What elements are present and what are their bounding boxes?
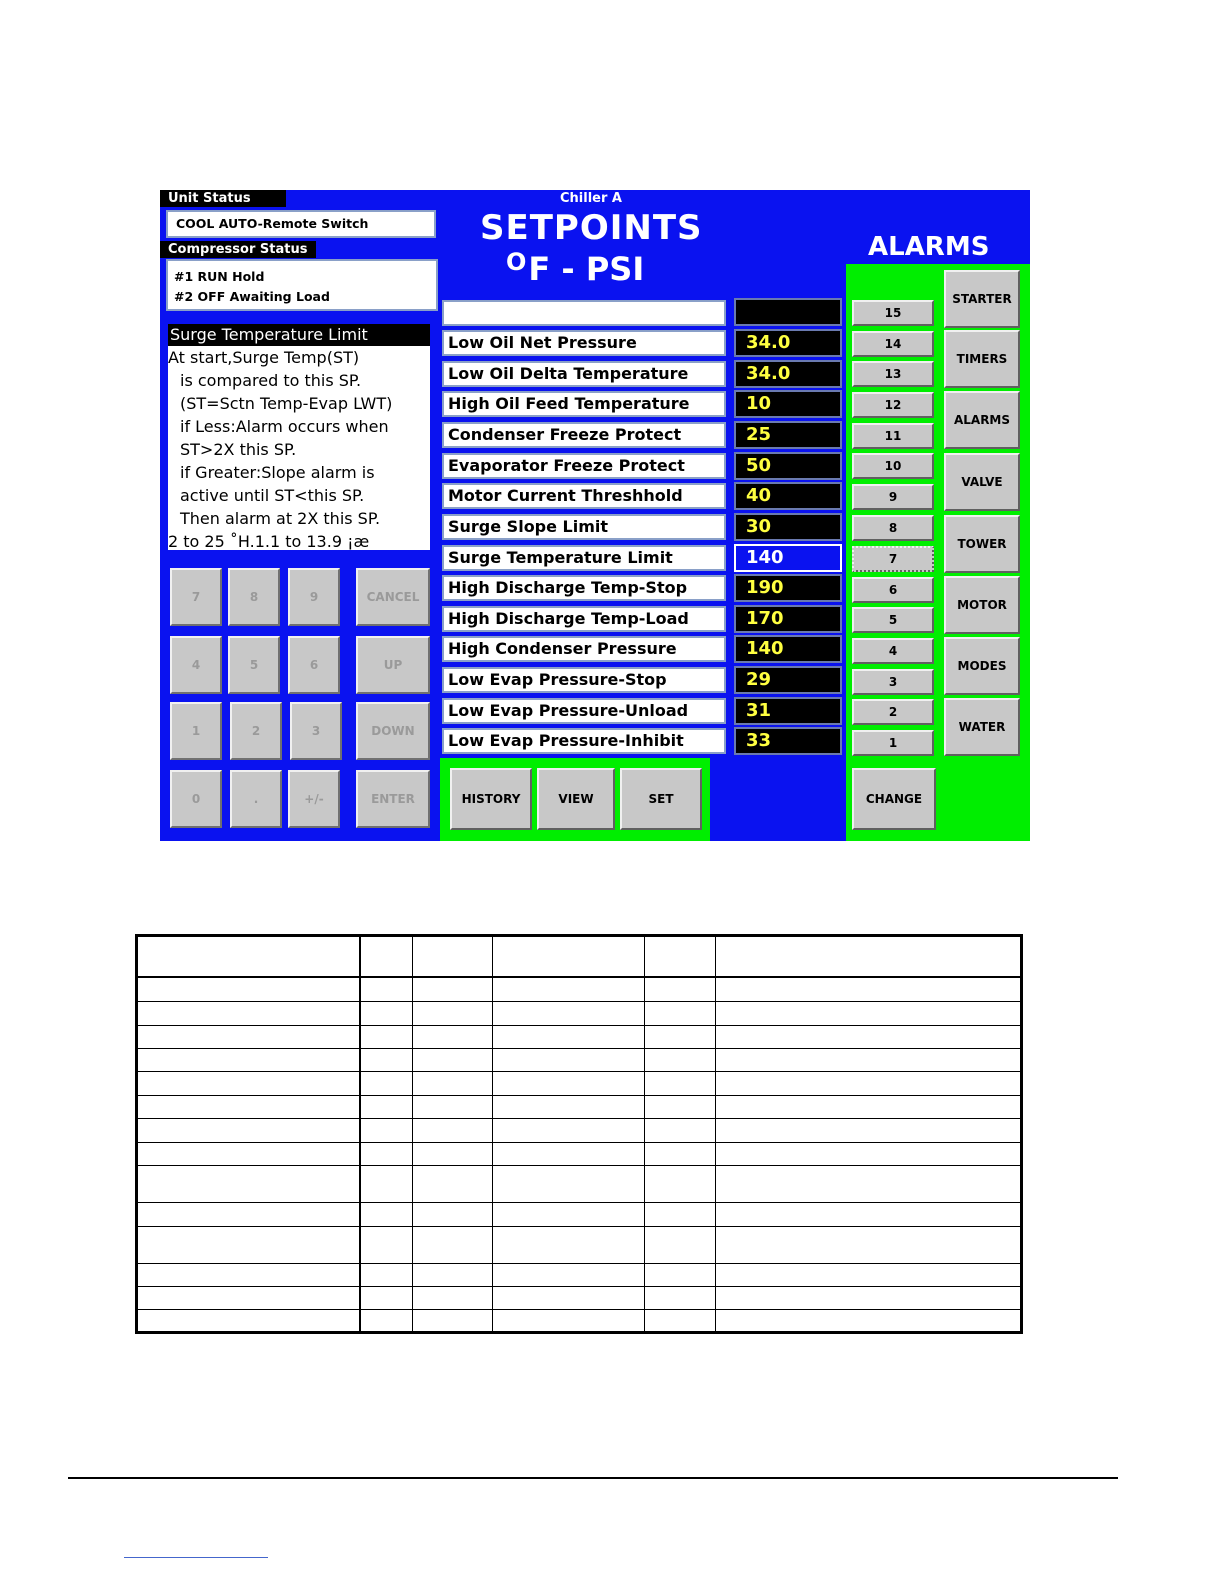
chiller-controller-screen [160,190,1030,841]
setpoint-label: Low Oil Net Pressure [442,330,726,356]
table-row-divider [138,1263,1020,1264]
setpoint-number-5[interactable]: 5 [852,607,934,633]
table-row-divider [138,1142,1020,1143]
table-column-divider [359,937,361,1331]
table-row-divider [138,1025,1020,1026]
table-column-divider [412,937,413,1331]
set-button[interactable]: SET [620,768,702,830]
setpoint-number-13[interactable]: 13 [852,361,934,387]
setpoint-value[interactable]: 30 [734,513,842,541]
help-line: is compared to this SP. [180,371,362,390]
key-4[interactable]: 4 [170,636,222,694]
setpoint-label: Evaporator Freeze Protect [442,453,726,479]
table-row-divider [138,1309,1020,1310]
key-1[interactable]: 1 [170,702,222,760]
compressor-status-header: Compressor Status [160,241,316,258]
change-button[interactable]: CHANGE [852,768,936,830]
setpoint-label: Surge Slope Limit [442,514,726,540]
key-8[interactable]: 8 [228,568,280,626]
unit-symbol: O [506,248,527,276]
setpoint-label: High Discharge Temp-Stop [442,575,726,601]
setpoint-label: High Discharge Temp-Load [442,606,726,632]
setpoint-blank-value [734,298,842,326]
table-header-divider [138,976,1020,978]
setpoint-number-7-selected[interactable]: 7 [852,546,934,572]
setpoint-value[interactable]: 170 [734,605,842,633]
table-row-divider [138,1202,1020,1203]
setpoint-number-6[interactable]: 6 [852,577,934,603]
setpoint-label: Low Evap Pressure-Inhibit [442,728,726,754]
setpoint-value[interactable]: 29 [734,666,842,694]
history-button[interactable]: HISTORY [450,768,532,830]
setpoint-label: Motor Current Threshhold [442,483,726,509]
setpoint-value[interactable]: 33 [734,727,842,755]
units-text: F - PSI [528,250,645,288]
setpoint-value[interactable]: 40 [734,482,842,510]
table-row-divider [138,1118,1020,1119]
setpoint-number-2[interactable]: 2 [852,699,934,725]
motor-button[interactable]: MOTOR [944,576,1020,634]
tower-button[interactable]: TOWER [944,515,1020,573]
alarms-button[interactable]: ALARMS [944,391,1020,449]
setpoint-value[interactable]: 190 [734,574,842,602]
help-line: Then alarm at 2X this SP. [180,509,381,528]
setpoint-number-10[interactable]: 10 [852,453,934,479]
setpoint-value[interactable]: 31 [734,697,842,725]
setpoint-number-4[interactable]: 4 [852,638,934,664]
key-decimal[interactable]: . [230,770,282,828]
down-button[interactable]: DOWN [356,702,430,760]
setpoint-blank-label [442,300,726,326]
compressor-status-box [166,259,438,311]
view-button[interactable]: VIEW [537,768,615,830]
setpoint-number-12[interactable]: 12 [852,392,934,418]
setpoint-label: Condenser Freeze Protect [442,422,726,448]
setpoint-label: Low Evap Pressure-Unload [442,698,726,724]
unit-status-value: COOL AUTO-Remote Switch [166,210,436,238]
cancel-button[interactable]: CANCEL [356,568,430,626]
modes-button[interactable]: MODES [944,637,1020,695]
help-line: if Greater:Slope alarm is [180,463,375,482]
help-line: active until ST<this SP. [180,486,365,505]
setpoint-value[interactable]: 25 [734,421,842,449]
setpoint-number-14[interactable]: 14 [852,331,934,357]
table-row-divider [138,1048,1020,1049]
setpoint-number-3[interactable]: 3 [852,669,934,695]
key-6[interactable]: 6 [288,636,340,694]
setpoint-number-1[interactable]: 1 [852,730,934,756]
key-0[interactable]: 0 [170,770,222,828]
table-column-divider [492,937,493,1331]
table-row-divider [138,1071,1020,1072]
setpoint-value[interactable]: 34.0 [734,329,842,357]
table-column-divider [644,937,645,1331]
key-3[interactable]: 3 [290,702,342,760]
help-line: At start,Surge Temp(ST) [168,348,360,367]
help-line: if Less:Alarm occurs when [180,417,389,436]
footer-link-underline [124,1557,268,1558]
starter-button[interactable]: STARTER [944,270,1020,328]
key-5[interactable]: 5 [228,636,280,694]
setpoint-value[interactable]: 140 [734,635,842,663]
setpoint-value[interactable]: 34.0 [734,360,842,388]
help-line: ST>2X this SP. [180,440,297,459]
setpoint-value[interactable]: 50 [734,452,842,480]
help-box [168,324,430,550]
setpoint-label: Surge Temperature Limit [442,545,726,571]
compressor-1-status: #1 RUN Hold [174,269,265,284]
table-row-divider [138,1095,1020,1096]
table-row-divider [138,1226,1020,1227]
compressor-2-status: #2 OFF Awaiting Load [174,289,330,304]
help-line: 2 to 25 ˚H.1.1 to 13.9 ¡æ [168,532,370,550]
key-9[interactable]: 9 [288,568,340,626]
setpoint-number-15[interactable]: 15 [852,300,934,326]
valve-button[interactable]: VALVE [944,453,1020,511]
key-7[interactable]: 7 [170,568,222,626]
table-column-divider [715,937,716,1331]
setpoint-number-11[interactable]: 11 [852,423,934,449]
setpoint-number-9[interactable]: 9 [852,484,934,510]
timers-button[interactable]: TIMERS [944,330,1020,388]
alarms-title: ALARMS [868,232,990,262]
help-line: (ST=Sctn Temp-Evap LWT) [180,394,393,413]
chiller-name: Chiller A [350,190,630,207]
enter-button[interactable]: ENTER [356,770,430,828]
water-button[interactable]: WATER [944,698,1020,756]
setpoint-value-selected[interactable]: 140 [734,544,842,572]
table-row-divider [138,1165,1020,1166]
footer-rule [68,1477,1118,1479]
help-title: Surge Temperature Limit [168,324,430,346]
setpoint-number-8[interactable]: 8 [852,515,934,541]
key-plus-minus[interactable]: +/- [288,770,340,828]
units-label [506,248,644,288]
setpoint-label: High Oil Feed Temperature [442,391,726,417]
unit-status-header: Unit Status [160,190,286,207]
setpoint-value[interactable]: 10 [734,390,842,418]
setpoint-label: High Condenser Pressure [442,636,726,662]
page-title: SETPOINTS [480,208,703,248]
table-row-divider [138,1286,1020,1287]
setpoint-label: Low Oil Delta Temperature [442,361,726,387]
setpoint-table [135,934,1023,1334]
setpoint-label: Low Evap Pressure-Stop [442,667,726,693]
up-button[interactable]: UP [356,636,430,694]
key-2[interactable]: 2 [230,702,282,760]
table-row-divider [138,1001,1020,1002]
